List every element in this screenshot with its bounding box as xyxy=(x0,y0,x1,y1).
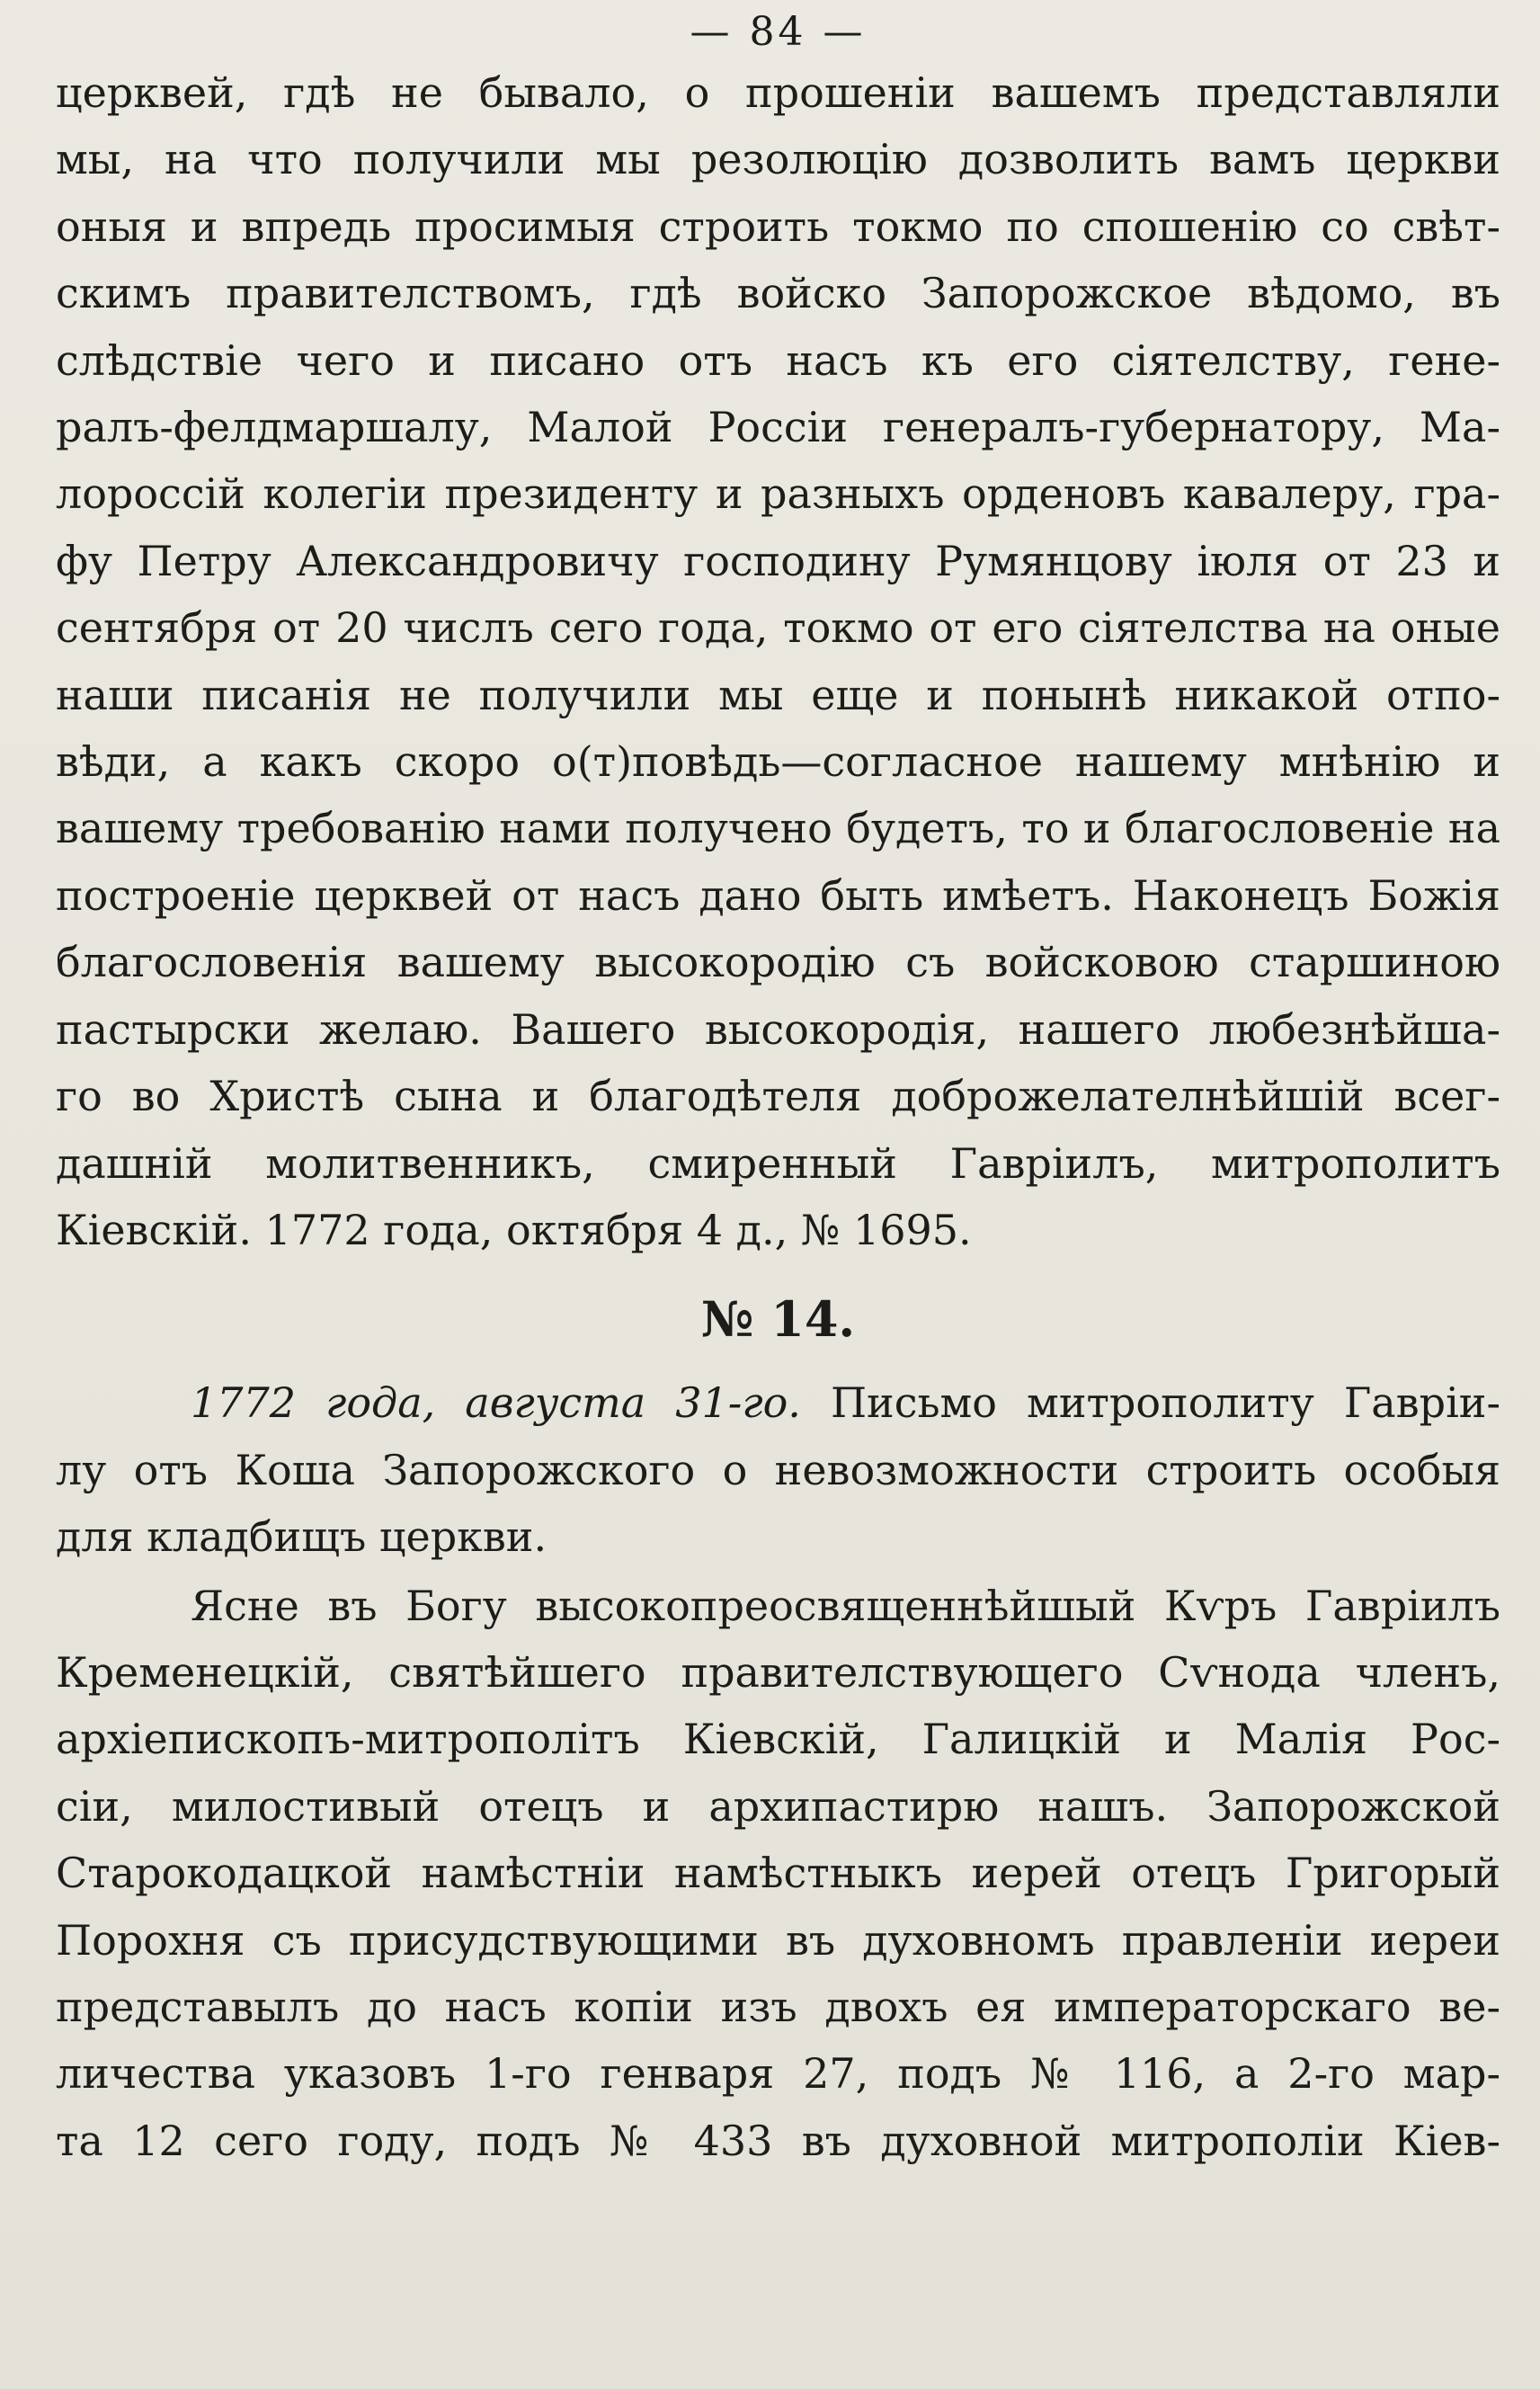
text-line: та 12 сего году, подъ № 433 въ духовной митрополіи Кіев- xyxy=(56,2116,1500,2165)
letter-text xyxy=(56,1573,1500,2175)
text-line: Порохня съ присудствующими въ духовномъ правленіи иереи xyxy=(56,1915,1500,1965)
text-line: мы, на что получили мы резолюцію дозволить вамъ церкви xyxy=(56,135,1500,184)
text-line: благословенія вашему высокородію съ войсковою старшиною xyxy=(56,938,1500,987)
text-line: вѣди, а какъ скоро о(т)повѣдь—согласное нашему мнѣнію и xyxy=(56,737,1500,787)
summary-first-line xyxy=(56,1369,1500,1436)
text-line: дашній молитвенникъ, смиренный Гавріилъ, митрополитъ xyxy=(56,1138,1500,1188)
text-line: представылъ до насъ копіи изъ двохъ ея императорскаго ве- xyxy=(56,1982,1500,2031)
text-line: Кременецкій, святѣйшего правителствующего Сѵнода членъ, xyxy=(56,1647,1500,1697)
text-line: для кладбищъ церкви. xyxy=(56,1512,547,1562)
summary-date: 1772 года, августа 31-го. xyxy=(191,1378,801,1428)
document-summary xyxy=(56,1369,1500,1570)
text-line: го во Христѣ сына и благодѣтеля доброжелателнѣйшій всег- xyxy=(56,1072,1500,1121)
text-line: вашему требованію нами получено будетъ, то и благословеніе на xyxy=(56,804,1500,853)
page-number: — 84 — xyxy=(690,8,867,55)
text-line: наши писанія не получили мы еще и понынѣ никакой отпо- xyxy=(56,670,1500,719)
text-line: построеніе церквей от насъ дано быть имѣетъ. Наконецъ Божія xyxy=(56,870,1500,920)
text-line: церквей, гдѣ не бывало, о прошеніи вашемъ представляли xyxy=(56,68,1500,117)
text-line: оныя и впредь просимыя строить токмо по спошенію со свѣт- xyxy=(56,201,1500,251)
text-line: Кіевскій. 1772 года, октября 4 д., № 1695. xyxy=(56,1205,972,1254)
text-line: Ясне въ Богу высокопреосвященнѣйшый Кѵръ Гавріилъ xyxy=(191,1581,1500,1630)
text-line: личества указовъ 1-го генваря 27, подъ № 116, а 2-го мар- xyxy=(56,2049,1500,2099)
text-line: сентября от 20 числъ сего года, токмо от его сіятелства на оные xyxy=(56,603,1500,653)
document-heading: № 14. xyxy=(700,1290,856,1349)
text-line: сіи, милостивый отецъ и архипастирю нашъ. Запорожской xyxy=(56,1781,1500,1831)
text-line: скимъ правителствомъ, гдѣ войско Запорожское вѣдомо, въ xyxy=(56,269,1500,318)
text-line: ралъ-фелдмаршалу, Малой Россіи генералъ-губернатору, Ма- xyxy=(56,403,1500,452)
text-line: слѣдствіе чего и писано отъ насъ къ его сіятелству, гене- xyxy=(56,335,1500,385)
text-line: фу Петру Александровичу господину Румянцову іюля от 23 и xyxy=(56,536,1500,585)
text-line: лороссій колегіи президенту и разныхъ орденовъ кавалеру, гра- xyxy=(56,469,1500,519)
text-line: архіепископъ-митрополітъ Кіевскій, Галицкій и Малія Рос- xyxy=(56,1715,1500,1764)
text-line: лу отъ Коша Запорожского о невозможности строить особыя xyxy=(56,1445,1500,1494)
summary-first-line-rest: Письмо митрополиту Гавріи- xyxy=(800,1378,1500,1428)
text-line: Старокодацкой намѣстніи намѣстныкъ иерей отецъ Григорый xyxy=(56,1849,1500,1898)
continued-letter-text xyxy=(56,59,1500,1263)
text-line: пастырски желаю. Вашего высокородія, нашего любезнѣйша- xyxy=(56,1004,1500,1054)
